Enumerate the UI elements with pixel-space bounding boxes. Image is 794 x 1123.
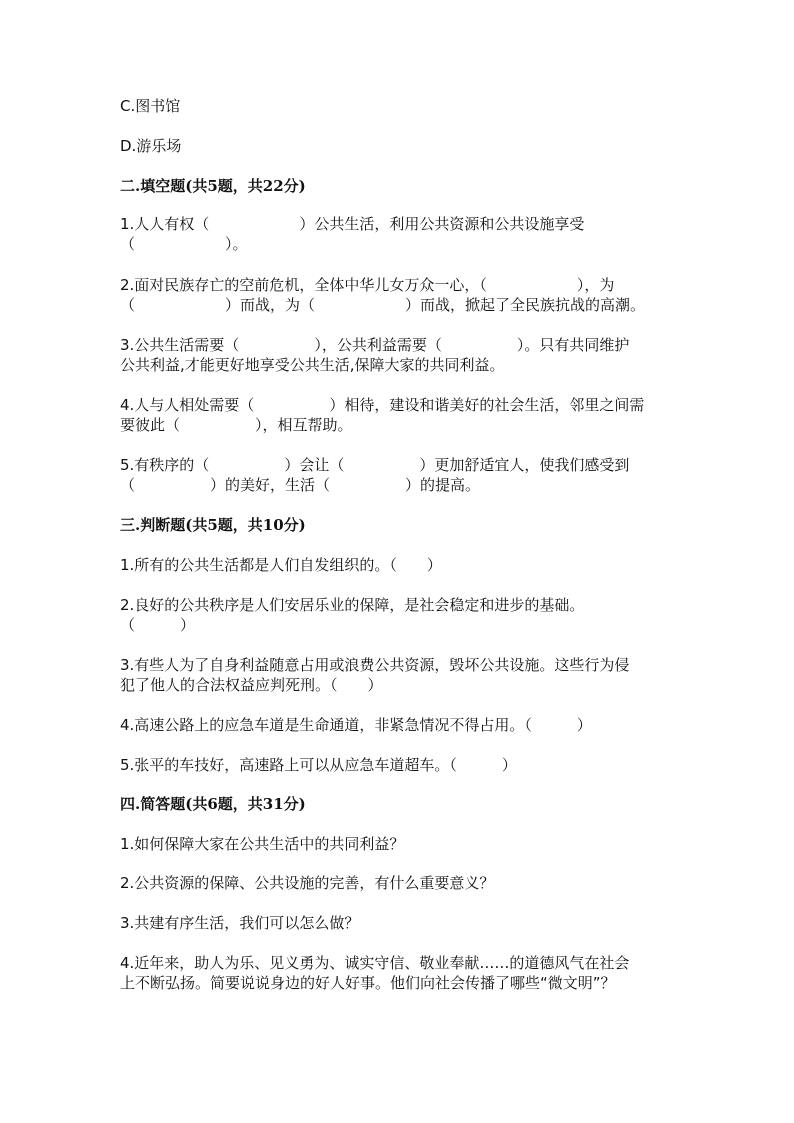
judge-q1: 1.所有的公共生活都是人们自发组织的。（ ） <box>120 556 442 574</box>
fill-q1-line2: （ ）。 <box>120 235 248 253</box>
judge-q3-line1: 3.有些人为了自身利益随意占用或浪费公共资源，毁坏公共设施。这些行为侵 <box>120 656 630 674</box>
fill-q4-line2: 要彼此（ ），相互帮助。 <box>120 416 353 434</box>
option-c: C.图书馆 <box>120 97 181 115</box>
fill-q5-line1: 5.有秩序的（ ）会让（ ）更加舒适宜人，使我们感受到 <box>120 456 630 474</box>
short-q4-line2: 上不断弘扬。简要说说身边的好人好事。他们向社会传播了哪些“微文明”？ <box>120 974 616 992</box>
judge-q2-line1: 2.良好的公共秩序是人们安居乐业的保障，是社会稳定和进步的基础。 <box>120 596 585 614</box>
option-d: D.游乐场 <box>120 137 182 155</box>
short-q2: 2.公共资源的保障、公共设施的完善，有什么重要意义？ <box>120 874 495 892</box>
section-heading-short-answer: 四.简答题(共6题，共31分) <box>120 795 306 813</box>
short-q3: 3.共建有序生活，我们可以怎么做？ <box>120 914 360 932</box>
fill-q2-line1: 2.面对民族存亡的空前危机，全体中华儿女万众一心，（ ），为 <box>120 276 615 294</box>
judge-q4: 4.高速公路上的应急车道是生命通道，非紧急情况不得占用。（ ） <box>120 716 592 734</box>
short-q1: 1.如何保障大家在公共生活中的共同利益？ <box>120 835 405 853</box>
judge-q3-line2: 犯了他人的合法权益应判死刑。（ ） <box>120 676 383 694</box>
section-heading-true-false: 三.判断题(共5题，共10分) <box>120 516 306 534</box>
fill-q3-line2: 公共利益,才能更好地享受公共生活,保障大家的共同利益。 <box>120 356 505 374</box>
judge-q2-line2: （ ） <box>120 616 196 634</box>
fill-q2-line2: （ ）而战，为（ ）而战，掀起了全民族抗战的高潮。 <box>120 296 646 314</box>
short-q4-line1: 4.近年来，助人为乐、见义勇为、诚实守信、敬业奉献……的道德风气在社会 <box>120 954 630 972</box>
fill-q5-line2: （ ）的美好，生活（ ）的提高。 <box>120 476 481 494</box>
fill-q4-line1: 4.人与人相处需要（ ）相待，建设和谐美好的社会生活，邻里之间需 <box>120 396 645 414</box>
fill-q3-line1: 3.公共生活需要（ ），公共利益需要（ ）。只有共同维护 <box>120 336 630 354</box>
fill-q1-line1: 1.人人有权（ ）公共生活，利用公共资源和公共设施享受 <box>120 215 585 233</box>
section-heading-fill-blank: 二.填空题(共5题，共22分) <box>120 177 306 195</box>
judge-q5: 5.张平的车技好，高速路上可以从应急车道超车。（ ） <box>120 756 517 774</box>
